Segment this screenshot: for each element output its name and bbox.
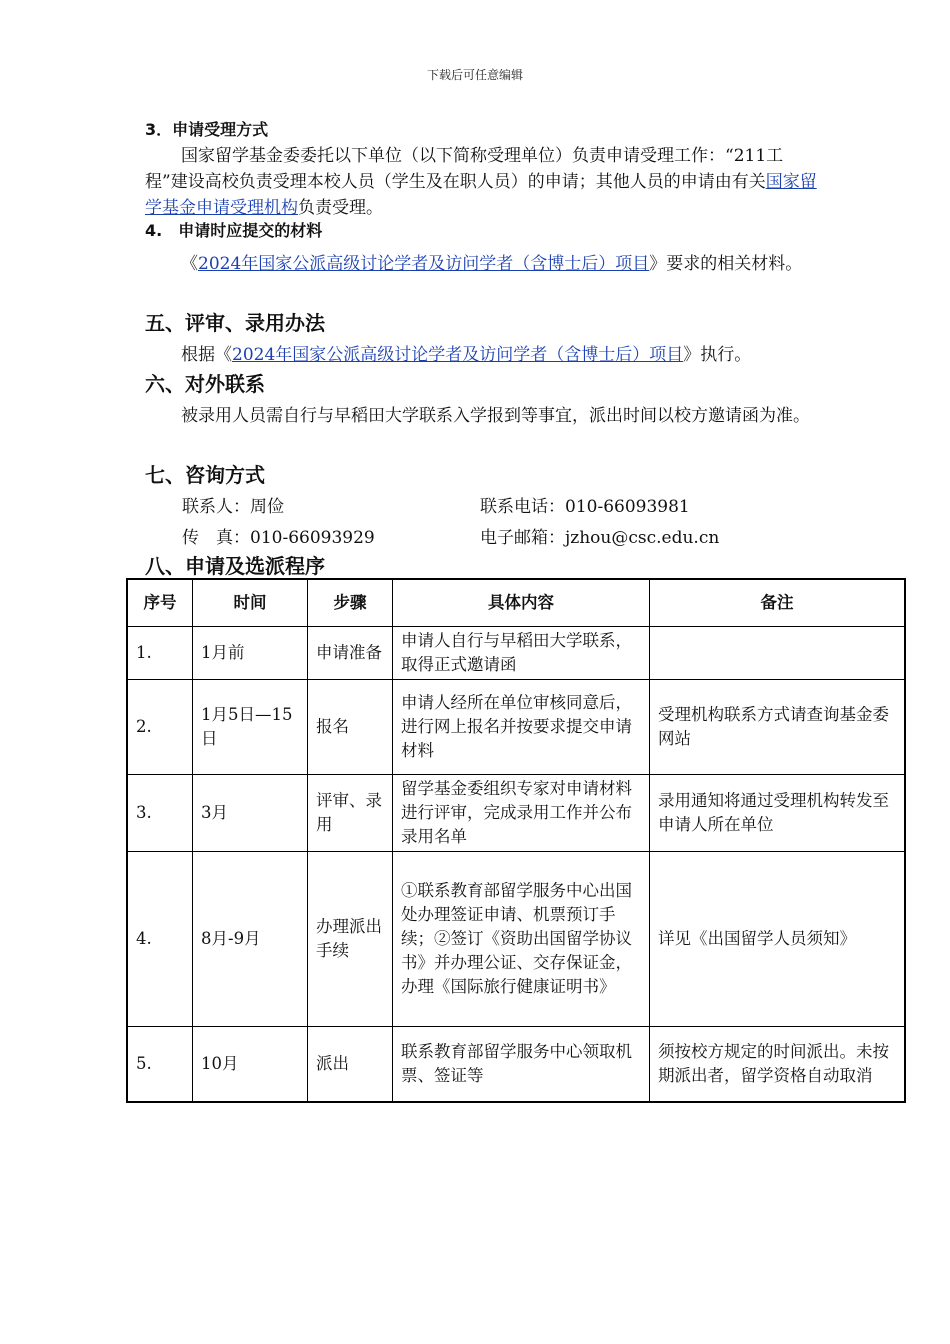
header-index: 序号 xyxy=(127,579,193,627)
section-8-title: 八、申请及选派程序 xyxy=(145,554,325,578)
table-row xyxy=(127,627,905,680)
header-content: 具体内容 xyxy=(393,579,650,627)
cell-time: 1月前 xyxy=(193,627,308,680)
cell-index: 1. xyxy=(127,627,193,680)
cell-content: 申请人自行与早稻田大学联系，取得正式邀请函 xyxy=(393,627,650,680)
cell-step: 评审、录用 xyxy=(308,775,393,852)
table-row xyxy=(127,680,905,775)
contact-phone: 联系电话：010-66093981 xyxy=(480,497,690,517)
cell-notes: 须按校方规定的时间派出。未按期派出者，留学资格自动取消 xyxy=(650,1027,906,1102)
cell-content: ①联系教育部留学服务中心出国处办理签证申请、机票预订手续；②签订《资助出国留学协议书》并办理公证、交存保证金，办理《国际旅行健康证明书》 xyxy=(393,852,650,1027)
cell-notes xyxy=(650,627,906,680)
contact-email: 电子邮箱：jzhou@csc.edu.cn xyxy=(480,528,720,548)
procedure-table xyxy=(126,578,906,1103)
section-3-paragraph: 国家留学基金委委托以下单位（以下简称受理单位）负责申请受理工作：“211工程”建设高校负责受理本校人员（学生及在职人员）的申请；其他人员的申请由有关国家留学基金申请受理机构负责受理。 xyxy=(145,146,817,218)
section-5-title: 五、评审、录用办法 xyxy=(145,311,325,335)
cell-content: 联系教育部留学服务中心领取机票、签证等 xyxy=(393,1027,650,1102)
cell-notes: 详见《出国留学人员须知》 xyxy=(650,852,906,1027)
section-4-title: 4. 申请时应提交的材料 xyxy=(145,221,323,240)
cell-notes: 受理机构联系方式请查询基金委网站 xyxy=(650,680,906,775)
contact-fax: 传 真：010-66093929 xyxy=(182,528,375,548)
cell-time: 3月 xyxy=(193,775,308,852)
section-4-paragraph: 《2024年国家公派高级讨论学者及访问学者（含博士后）项目》要求的相关材料。 xyxy=(181,254,803,274)
header-notes: 备注 xyxy=(650,579,906,627)
contact-person: 联系人：周俭 xyxy=(182,497,284,517)
cell-time: 8月-9月 xyxy=(193,852,308,1027)
cell-time: 1月5日—15日 xyxy=(193,680,308,775)
table-row xyxy=(127,775,905,852)
cell-index: 5. xyxy=(127,1027,193,1102)
program-link[interactable]: 2024年国家公派高级讨论学者及访问学者（含博士后）项目 xyxy=(198,254,650,274)
acceptance-agency-link[interactable]: 国家留学基金申请受理机构 xyxy=(145,172,817,218)
section-7-title: 七、咨询方式 xyxy=(145,463,265,487)
section-6-title: 六、对外联系 xyxy=(145,372,265,396)
section-3-title: 3．申请受理方式 xyxy=(145,120,269,139)
cell-content: 留学基金委组织专家对申请材料进行评审，完成录用工作并公布录用名单 xyxy=(393,775,650,852)
cell-time: 10月 xyxy=(193,1027,308,1102)
cell-step: 办理派出手续 xyxy=(308,852,393,1027)
cell-index: 3. xyxy=(127,775,193,852)
cell-index: 2. xyxy=(127,680,193,775)
header-step: 步骤 xyxy=(308,579,393,627)
table-row xyxy=(127,1027,905,1102)
cell-step: 派出 xyxy=(308,1027,393,1102)
header-time: 时间 xyxy=(193,579,308,627)
table-row xyxy=(127,852,905,1027)
table-header-row xyxy=(127,579,905,627)
cell-notes: 录用通知将通过受理机构转发至申请人所在单位 xyxy=(650,775,906,852)
cell-content: 申请人经所在单位审核同意后，进行网上报名并按要求提交申请材料 xyxy=(393,680,650,775)
section-6-paragraph: 被录用人员需自行与早稻田大学联系入学报到等事宜，派出时间以校方邀请函为准。 xyxy=(181,406,810,426)
cell-step: 申请准备 xyxy=(308,627,393,680)
program-link-2[interactable]: 2024年国家公派高级讨论学者及访问学者（含博士后）项目 xyxy=(232,345,684,365)
cell-index: 4. xyxy=(127,852,193,1027)
page-header: 下载后可任意编辑 xyxy=(426,68,523,82)
section-5-paragraph: 根据《2024年国家公派高级讨论学者及访问学者（含博士后）项目》执行。 xyxy=(181,345,752,365)
cell-step: 报名 xyxy=(308,680,393,775)
